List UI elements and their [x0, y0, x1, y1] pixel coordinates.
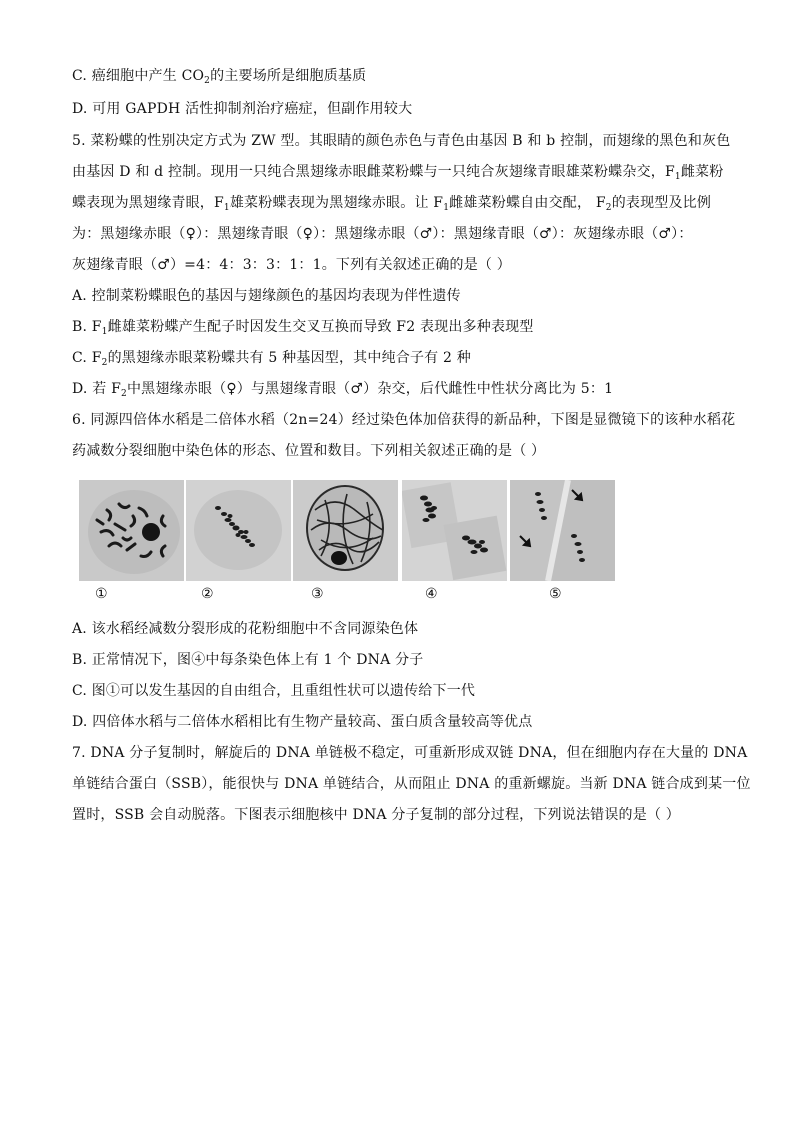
q7-stem-line-3: 置时，SSB 会自动脱落。下图表示细胞核中 DNA 分子复制的部分过程，下列说法错误的是（ ）: [72, 807, 681, 823]
figure-label: ④: [425, 586, 438, 602]
q5-option-c: C. $F_2$的黑翅缘赤眼菜粉蝶共有 5 种基因型，其中纯合子有 2 种: [72, 350, 471, 368]
q4-option-d: D. 可用 GAPDH 活性抑制剂治疗癌症，但副作用较大: [72, 101, 413, 117]
q5-stem-line-5: 灰翅缘青眼（♂）=4：4：3：3：1：1。下列有关叙述正确的是（ ）: [72, 257, 511, 273]
q5-option-b: B. $F_1$雌雄菜粉蝶产生配子时因发生交叉互换而导致 F2 表现出多种表现型: [72, 319, 534, 337]
micrograph-2: [186, 480, 291, 581]
q4-option-c: C. 癌细胞中产生 $CO_2$的主要场所是细胞质基质: [72, 68, 367, 86]
micrograph-1: [79, 480, 184, 581]
figure-label: ⑤: [549, 586, 562, 602]
q7-stem-line-1: 7. DNA 分子复制时，解旋后的 DNA 单链极不稳定，可重新形成双链 DNA，但在细胞内存在大量的 DNA: [72, 745, 748, 761]
q5-stem-line-4: 为：黑翅缘赤眼（♀）：黑翅缘青眼（♀）：黑翅缘赤眼（♂）：黑翅缘青眼（♂）：灰翅缘赤眼（♂）：: [72, 226, 693, 242]
micrograph-3: [293, 480, 398, 581]
q6-stem-line-2: 药减数分裂细胞中染色体的形态、位置和数目。下列相关叙述正确的是（ ）: [72, 443, 546, 459]
q6-option-a: A. 该水稻经减数分裂形成的花粉细胞中不含同源染色体: [72, 621, 419, 637]
q6-stem-line-1: 6. 同源四倍体水稻是二倍体水稻（2n=24）经过染色体加倍获得的新品种，下图是显微镜下的该种水稻花: [72, 412, 736, 428]
q6-option-d: D. 四倍体水稻与二倍体水稻相比有生物产量较高、蛋白质含量较高等优点: [72, 714, 533, 730]
q5-stem-line-2: 由基因 D 和 d 控制。现用一只纯合黑翅缘赤眼雌菜粉蝶与一只纯合灰翅缘青眼雄菜粉蝶杂交，$F_1$雌菜粉: [72, 164, 724, 182]
q5-option-a: A. 控制菜粉蝶眼色的基因与翅缘颜色的基因均表现为伴性遗传: [72, 288, 461, 304]
figure-label: ③: [311, 586, 324, 602]
q5-stem-line-1: 5. 菜粉蝶的性别决定方式为 ZW 型。其眼睛的颜色赤色与青色由基因 B 和 b 控制，而翅缘的黑色和灰色: [72, 133, 731, 149]
micrograph-4: [402, 480, 507, 581]
q5-option-d: D. 若 $F_2$中黑翅缘赤眼（♀）与黑翅缘青眼（♂）杂交，后代雌性中性状分离比为 5：1: [72, 381, 614, 399]
q5-stem-line-3: 蝶表现为黑翅缘青眼，$F_1$雄菜粉蝶表现为黑翅缘赤眼。让 $F_1$雌雄菜粉蝶自由交配， $F_2$的表现型及比例: [72, 195, 712, 213]
figure-labels: [0, 585, 794, 603]
figure-label: ①: [95, 586, 108, 602]
micrograph-figure: [79, 480, 615, 581]
micrograph-5: [510, 480, 615, 581]
q7-stem-line-2: 单链结合蛋白（SSB），能很快与 DNA 单链结合，从而阻止 DNA 的重新螺旋。当新 DNA 链合成到某一位: [72, 776, 751, 792]
q6-option-b: B. 正常情况下，图④中每条染色体上有 1 个 DNA 分子: [72, 652, 424, 668]
q6-option-c: C. 图①可以发生基因的自由组合，且重组性状可以遗传给下一代: [72, 683, 476, 699]
figure-label: ②: [201, 586, 214, 602]
